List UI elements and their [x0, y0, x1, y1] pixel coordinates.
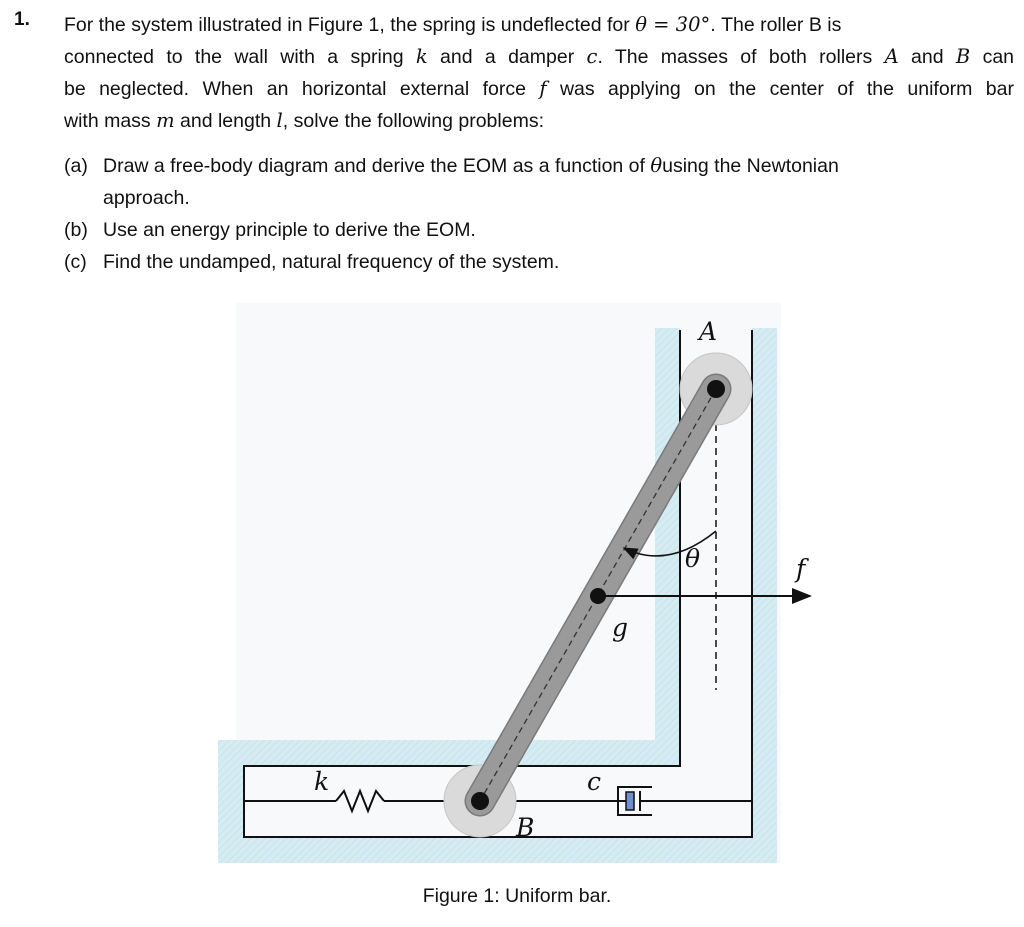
statement-line-2: connected to the wall with a spring k and a damper c. The masses of both rollers A and B can: [64, 45, 1015, 68]
part-a: (a) Draw a free-body diagram and derive the EOM as a function of θusing the Newtonian: [64, 154, 839, 177]
label-theta: θ: [685, 544, 701, 573]
pin-a: [707, 380, 725, 398]
label-k: k: [314, 767, 330, 796]
problem-number: 1.: [14, 9, 30, 30]
statement-line-3: be neglected. When an horizontal external force f was applying on the center of the uniform bar: [64, 77, 1014, 100]
statement-line-1: For the system illustrated in Figure 1, the spring is undeflected for θ = 30°. The roller B is: [64, 13, 842, 36]
theta-value: θ = 30°: [635, 13, 711, 36]
label-f: f: [796, 554, 806, 583]
statement-line-4: with mass m and length l, solve the following problems:: [64, 109, 544, 132]
pin-b: [471, 792, 489, 810]
part-c: (c) Find the undamped, natural frequency of the system.: [64, 251, 560, 273]
figure-caption: Figure 1: Uniform bar.: [422, 885, 612, 907]
label-c: c: [587, 767, 602, 796]
label-b: B: [516, 813, 535, 842]
label-a: A: [699, 317, 718, 346]
part-b: (b) Use an energy principle to derive the EOM.: [64, 219, 476, 241]
part-a-continued: approach.: [103, 187, 190, 209]
label-g: g: [612, 613, 629, 642]
